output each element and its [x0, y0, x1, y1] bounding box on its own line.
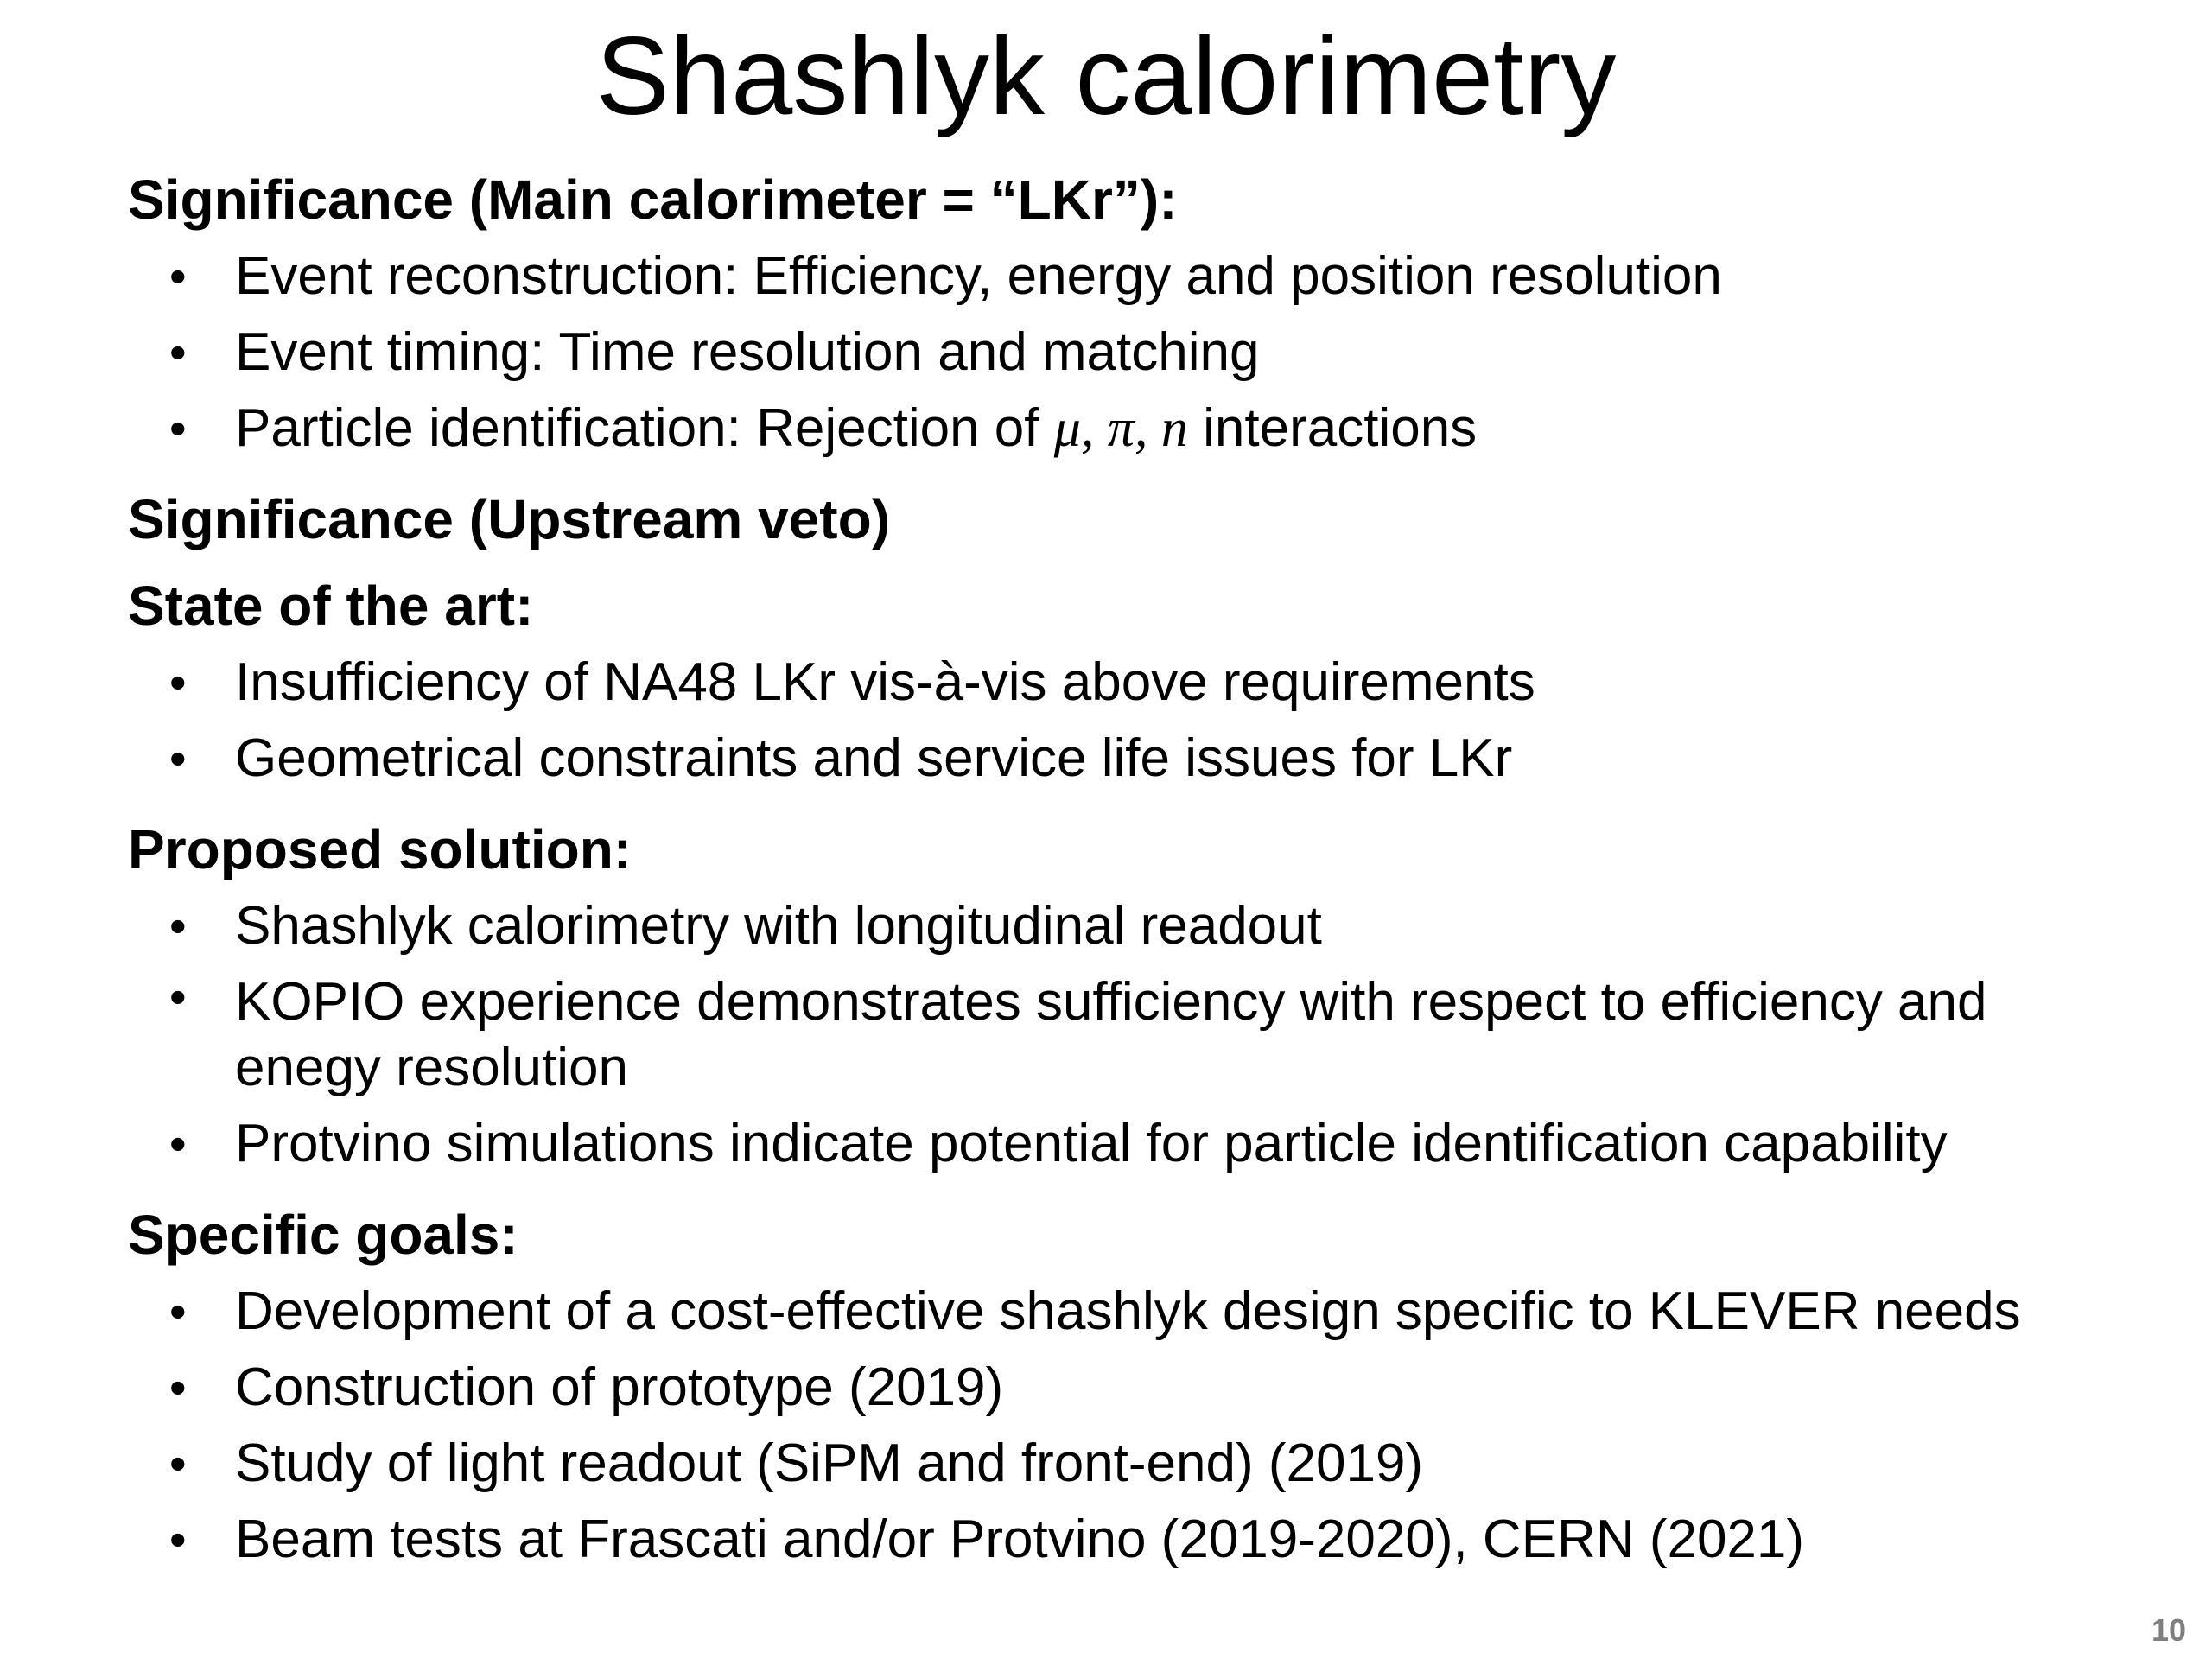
bullet-text-prefix: Particle identification: Rejection of [235, 398, 1054, 458]
bullet-icon: • [169, 899, 187, 953]
bullet-text: Insufficiency of NA48 LKr vis-à-vis above requirements [235, 652, 1535, 712]
section-main-calorimeter [128, 166, 2141, 467]
section-heading: Specific goals: [128, 1204, 518, 1266]
bullet-icon: • [169, 1116, 187, 1171]
bullet-text: Event reconstruction: Efficiency, energy and position resolution [235, 246, 1722, 306]
bullet-icon: • [169, 401, 187, 455]
bullet-icon: • [169, 1284, 187, 1338]
bullet-text: Event timing: Time resolution and matching [235, 322, 1260, 382]
bullet-item [128, 964, 2141, 1106]
bullet-text: Geometrical constraints and service life issues for LKr [235, 728, 1513, 788]
bullet-text: Protvino simulations indicate potential for particle identification capability [235, 1114, 1948, 1173]
section-heading: Significance (Main calorimeter = “LKr”): [128, 168, 1178, 231]
bullet-item [128, 1274, 2141, 1350]
section-heading: Significance (Upstream veto) [128, 488, 890, 550]
bullet-item [128, 315, 2141, 391]
slide-title: Shashlyk calorimetry [595, 15, 1617, 138]
bullet-list [128, 888, 2141, 1182]
bullet-item [128, 1502, 2141, 1578]
bullet-icon: • [169, 1512, 187, 1567]
bullet-list [128, 1274, 2141, 1578]
bullet-text-suffix: interactions [1187, 398, 1478, 458]
section-state-of-art [128, 572, 2141, 797]
bullet-item [128, 1426, 2141, 1502]
bullet-icon: • [169, 655, 187, 709]
bullet-item [128, 1350, 2141, 1426]
section-proposed-solution [128, 816, 2141, 1182]
bullet-icon: • [169, 249, 187, 303]
bullet-item [128, 888, 2141, 964]
bullet-text: Beam tests at Frascati and/or Protvino (2019-2020), CERN (2021) [235, 1510, 1805, 1569]
bullet-icon: • [169, 731, 187, 785]
bullet-text: KOPIO experience demonstrates sufficiency with respect to efficiency and enegy resolution [235, 972, 1987, 1097]
bullet-text: Development of a cost-effective shashlyk design specific to KLEVER needs [235, 1281, 2021, 1341]
section-specific-goals [128, 1201, 2141, 1578]
section-heading: State of the art: [128, 575, 534, 637]
section-heading: Proposed solution: [128, 818, 632, 880]
bullet-item [128, 391, 2141, 467]
bullet-list [128, 645, 2141, 797]
bullet-icon: • [169, 325, 187, 379]
bullet-item [128, 721, 2141, 797]
bullet-item [128, 238, 2141, 315]
bullet-item [128, 1106, 2141, 1182]
section-upstream-veto [128, 486, 2141, 553]
bullet-icon: • [169, 969, 187, 1024]
page-number: 10 [2151, 1612, 2186, 1648]
bullet-text: Shashlyk calorimetry with longitudinal readout [235, 896, 1322, 956]
slide-content [128, 166, 2141, 1578]
bullet-list [128, 238, 2141, 467]
bullet-text: Study of light readout (SiPM and front-end) (2019) [235, 1433, 1424, 1493]
bullet-icon: • [169, 1360, 187, 1414]
bullet-item [128, 645, 2141, 721]
bullet-text: Construction of prototype (2019) [235, 1357, 1004, 1417]
math-particles: μ, π, n [1053, 399, 1188, 458]
bullet-icon: • [169, 1436, 187, 1491]
